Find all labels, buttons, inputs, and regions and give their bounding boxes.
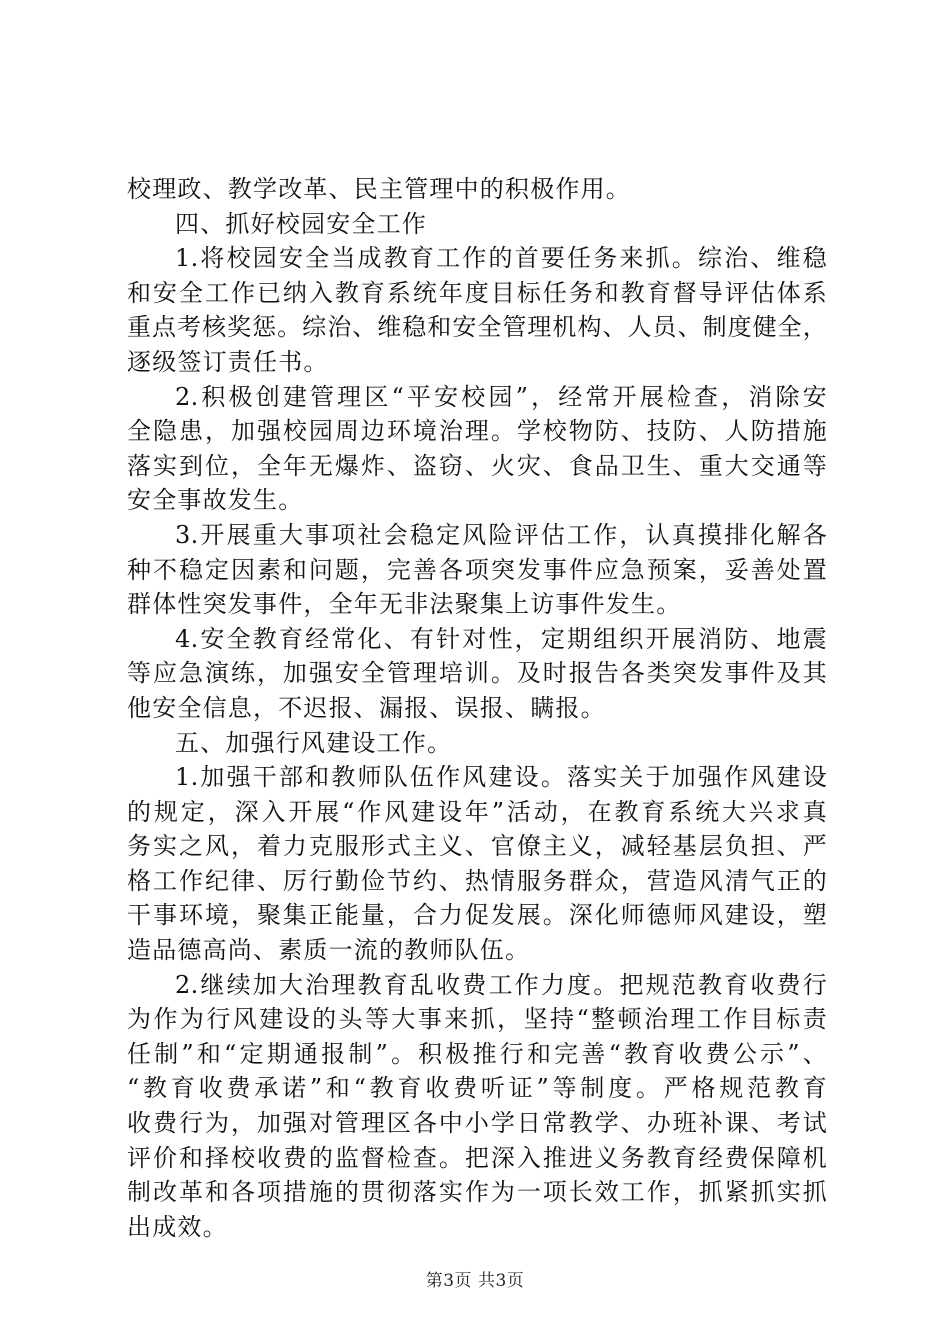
section-heading: 四、抓好校园安全工作 [175,209,427,238]
text-line: 4.安全教育经常化、有针对性，定期组织开展消防、地震 [175,624,827,653]
text-line: 1.将校园安全当成教育工作的首要任务来抓。综治、维稳 [175,244,827,273]
text-line: 收费行为，加强对管理区各中小学日常教学、办班补课、考试 [127,1109,827,1138]
text-line: 格工作纪律、厉行勤俭节约、热情服务群众，营造风清气正的 [127,866,827,895]
text-line: 校理政、教学改革、民主管理中的积极作用。 [127,175,631,203]
text-line: 2.积极创建管理区“平安校园”，经常开展检查，消除安 [175,382,827,411]
text-line: 他安全信息，不迟报、漏报、误报、瞒报。 [127,693,606,722]
text-line: 种不稳定因素和问题，完善各项突发事件应急预案，妥善处置 [127,555,827,584]
text-line: 评价和择校收费的监督检查。把深入推进义务教育经费保障机 [127,1143,827,1172]
text-line: 逐级签订责任书。 [127,347,329,376]
document-body [127,172,827,1244]
text-line: 务实之风，着力克服形式主义、官僚主义，减轻基层负担、严 [127,832,827,861]
text-line: 落实到位，全年无爆炸、盗窃、火灾、食品卫生、重大交通等 [127,451,827,480]
text-line: 为作为行风建设的头等大事来抓，坚持“整顿治理工作目标责 [127,1005,827,1034]
text-line: 全隐患，加强校园周边环境治理。学校物防、技防、人防措施 [127,417,827,446]
text-line: 群体性突发事件，全年无非法聚集上访事件发生。 [127,590,682,619]
text-line: 3.开展重大事项社会稳定风险评估工作，认真摸排化解各 [175,520,827,549]
text-line: 出成效。 [127,1212,228,1241]
text-line: 重点考核奖惩。综治、维稳和安全管理机构、人员、制度健全， [127,313,827,342]
text-line: 2.继续加大治理教育乱收费工作力度。把规范教育收费行 [175,970,827,999]
text-line: 1.加强干部和教师队伍作风建设。落实关于加强作风建设 [175,763,827,792]
text-line: 任制”和“定期通报制”。积极推行和完善“教育收费公示”、 [127,1039,827,1068]
text-line: 干事环境，聚集正能量，合力促发展。深化师德师风建设，塑 [127,901,827,930]
text-line: 和安全工作已纳入教育系统年度目标任务和教育督导评估体系 [127,278,827,307]
section-heading: 五、加强行风建设工作。 [175,728,453,757]
text-line: 造品德高尚、素质一流的教师队伍。 [127,936,531,965]
text-line: 等应急演练，加强安全管理培训。及时报告各类突发事件及其 [127,659,827,688]
page-number-footer: 第3页 共3页 [425,1271,525,1291]
text-line: 安全事故发生。 [127,486,304,515]
text-line: “教育收费承诺”和“教育收费听证”等制度。严格规范教育 [127,1074,827,1103]
text-line: 的规定，深入开展“作风建设年”活动，在教育系统大兴求真 [127,797,827,826]
text-line: 制改革和各项措施的贯彻落实作为一项长效工作，抓紧抓实抓 [127,1178,827,1207]
